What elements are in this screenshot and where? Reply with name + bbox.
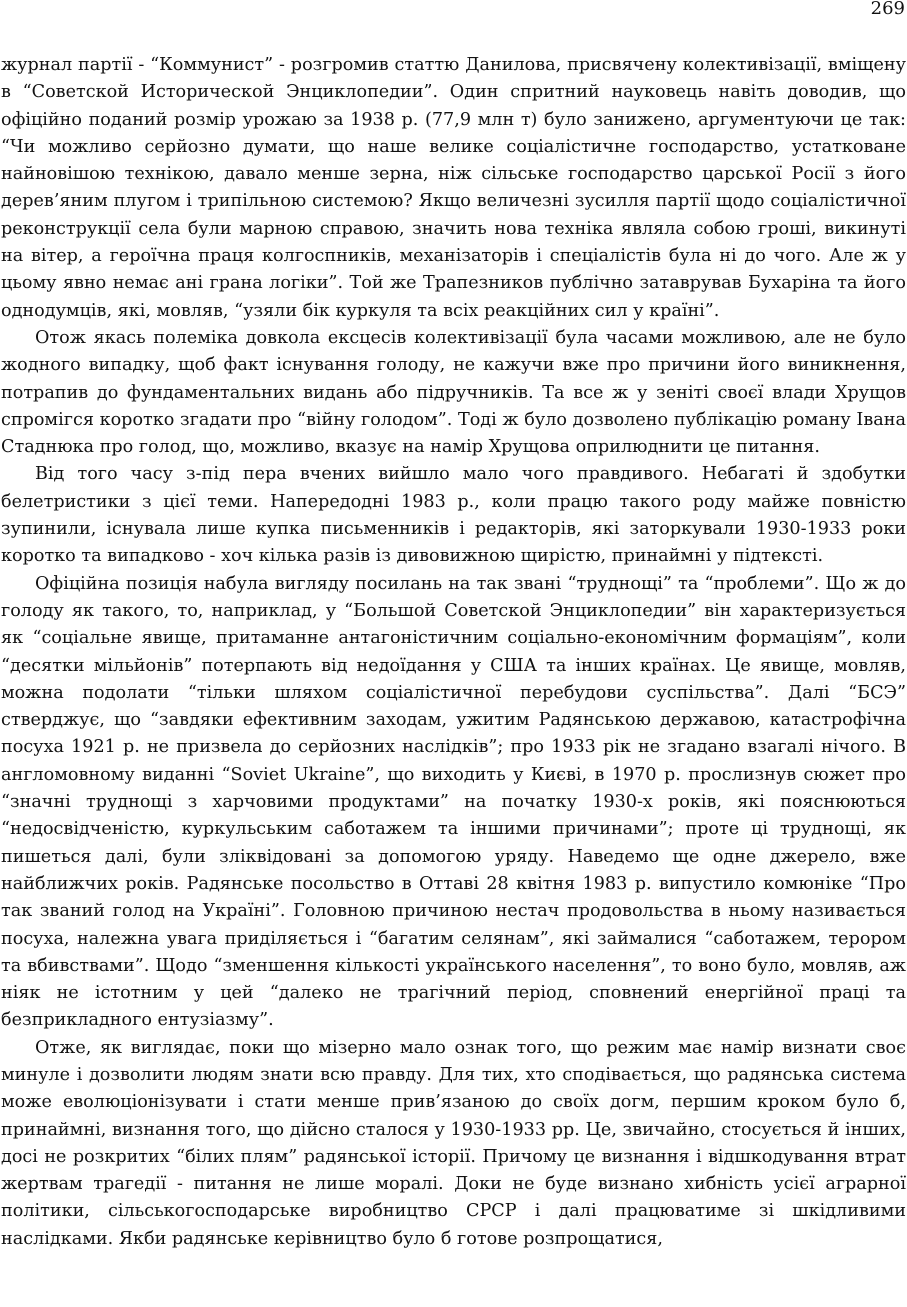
paragraph: Отож якась полеміка довкола ексцесів колективізації була часами можливою, але не було жодного випадку, щоб факт існування голоду, не кажучи вже про причини його виникнення, потрапив до фундаментальних видань або підручників. Та все ж у зеніті своєї влади Хрущов спромігся коротко згадати про “війну голодом”. Тоді ж було дозволено публікацію роману Івана Стаднюка про голод, що, можливо, вказує на намір Хрущова оприлюднити це питання. — [1, 327, 906, 458]
body-text — [1, 52, 906, 1253]
paragraph: Офіційна позиція набула вигляду посилань на так звані “труднощі” та “проблеми”. Що ж до голоду як такого, то, наприклад, у “Большой Советской Энциклопедии” він характеризується як “соціальне явище, притаманне антагоністичним соціально-економічним формаціям”, коли “десятки мільйонів” потерпають від недоїдання у США та інших країнах. Це явище, мовляв, можна подолати “тільки шляхом соціалістичної перебудови суспільства”. Далі “БСЭ” стверджує, що “завдяки ефективним заходам, ужитим Радянською державою, катастрофічна посуха 1921 р. не призвела до серйозних наслідків”; про 1933 рік не згадано взагалі нічого. В англомовному виданні “Soviet Ukraine”, що виходить у Києві, в 1970 р. прослизнув сюжет про “значні труднощі з харчовими продуктами” на початку 1930-х років, які пояснюються “недосвідченістю, куркульським саботажем та іншими причинами”; проте ці труднощі, як пишеться далі, були зліквідовані за допомогою уряду. Наведемо ще одне джерело, вже найближчих років. Радянське посольство в Оттаві 28 квітня 1983 р. випустило комюніке “Про так званий голод на Україні”. Головною причиною нестач продовольства в ньому називається посуха, належна увага приділяється і “багатим селянам”, які займалися “саботажем, терором та вбивствами”. Щодо “зменшення кількості українського населення”, то воно було, мовляв, аж ніяк не істотним у цей “далеко не трагічний період, сповнений енергійної праці та безприкладного ентузіазму”. — [1, 573, 906, 1031]
paragraph: Отже, як виглядає, поки що мізерно мало ознак того, що режим має намір визнати своє минуле і дозволити людям знати всю правду. Для тих, хто сподівається, що радянська система може еволюціонізувати і стати менше прив’язаною до своїх догм, першим кроком було б, принаймні, визнання того, що дійсно сталося у 1930-1933 рр. Це, звичайно, стосується й інших, досі не розкритих “білих плям” радянської історії. Причому це визнання і відшкодування втрат жертвам трагедії - питання не лише моралі. Доки не буде визнано хибність усієї аграрної політики, сільськогосподарське виробництво СРСР і далі працюватиме зі шкідливими наслідками. Якби радянське керівництво було б готове розпрощатися, — [1, 1037, 906, 1249]
page-number: 269 — [870, 0, 905, 19]
paragraph-continuation: журнал партії - “Коммунист” - розгромив статтю Данилова, присвячену колективізації, вміщену в “Советской Исторической Энциклопедии”. Один спритний науковець навіть доводив, що офіційно поданий розмір урожаю за 1938 р. (77,9 млн т) було занижено, аргументуючи це так: “Чи можливо серйозно думати, що наше велике соціалістичне господарство, устатковане найновішою технікою, давало менше зерна, ніж сільське господарство царської Росії з його дерев’яним плугом і трипільною системою? Якщо величезні зусилля партії щодо соціалістичної реконструкції села були марною справою, значить нова техніка являла собою гроші, викинуті на вітер, а героїчна праця колгоспників, механізаторів і спеціалістів була ні до чого. Але ж у цьому явно немає ані грана логіки”. Той же Трапезников публічно затаврував Бухаріна та його однодумців, які, мовляв, “узяли бік куркуля та всіх реакційних сил у країні”. — [1, 55, 906, 321]
paragraph: Від того часу з-під пера вчених вийшло мало чого правдивого. Небагаті й здобутки белетристики з цієї теми. Напередодні 1983 р., коли працю такого роду майже повністю зупинили, існувала лише купка письменників і редакторів, які заторкували 1930-1933 роки коротко та випадково - хоч кілька разів із дивовижною щирістю, принаймні у підтексті. — [1, 464, 906, 567]
